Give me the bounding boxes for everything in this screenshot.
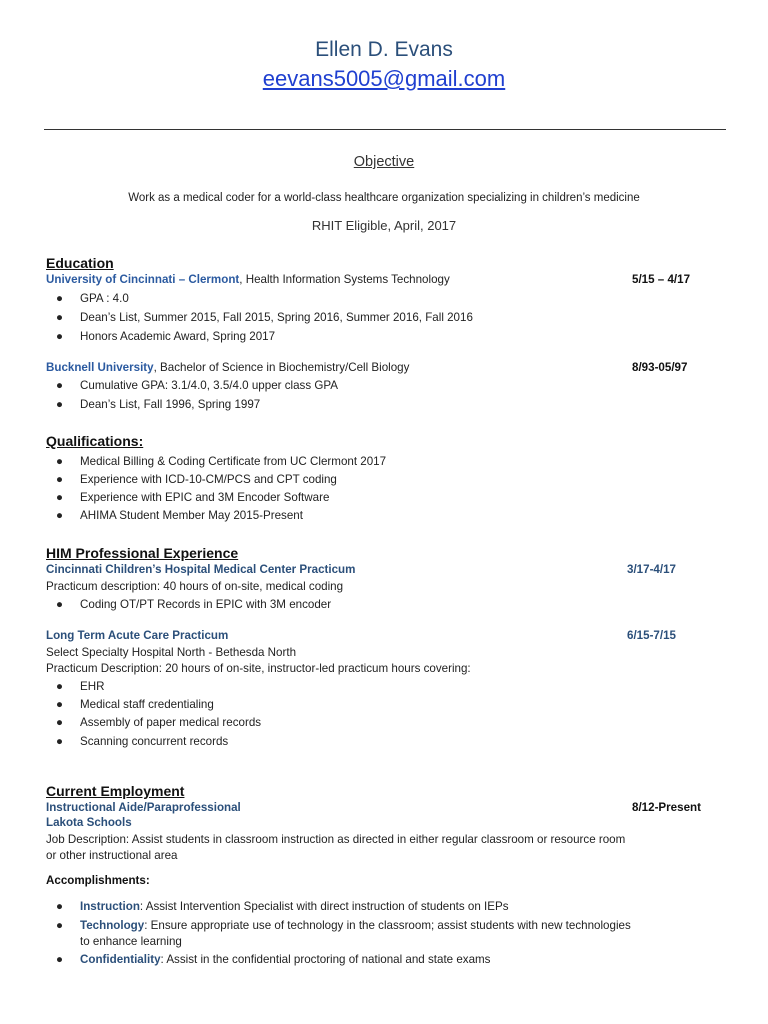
education-heading: Education	[46, 255, 114, 271]
bullet-icon: ●	[56, 455, 64, 468]
employer-name: Lakota Schools	[46, 816, 132, 829]
list-item: Scanning concurrent records	[80, 735, 229, 748]
list-item: Medical staff credentialing	[80, 698, 214, 711]
bullet-icon: ●	[56, 698, 64, 711]
list-item: Assembly of paper medical records	[80, 716, 262, 729]
list-item-continuation: to enhance learning	[80, 935, 182, 948]
employment-dates: 8/12-Present	[632, 801, 701, 814]
list-item: Technology: Ensure appropriate use of technology in the classroom; assist students with new technologies	[80, 919, 631, 932]
rhit-status: RHIT Eligible, April, 2017	[311, 218, 457, 233]
education-entry-2	[46, 361, 409, 374]
bullet-icon: ●	[56, 311, 64, 324]
employment-title: Instructional Aide/Paraprofessional	[46, 801, 241, 814]
bullet-icon: ●	[56, 292, 64, 305]
education-entry-1	[46, 273, 450, 286]
objective-title: Objective	[353, 154, 415, 170]
school-name: University of Cincinnati – Clermont	[46, 273, 240, 286]
bullet-icon: ●	[56, 379, 64, 392]
list-item: Instruction: Assist Intervention Specialist with direct instruction of students on IEPs	[80, 900, 509, 913]
degree-text: , Health Information Systems Technology	[239, 273, 450, 286]
list-item: Experience with ICD-10-CM/PCS and CPT coding	[80, 473, 337, 486]
bullet-icon: ●	[56, 598, 64, 611]
email-link[interactable]: eevans5005@gmail.com	[262, 66, 506, 91]
bullet-icon: ●	[56, 716, 64, 729]
list-item: Honors Academic Award, Spring 2017	[80, 330, 276, 343]
bullet-icon: ●	[56, 473, 64, 486]
education-dates: 5/15 – 4/17	[632, 273, 691, 286]
list-item: EHR	[80, 680, 105, 693]
bullet-icon: ●	[56, 919, 64, 932]
experience-description: Practicum description: 40 hours of on-site, medical coding	[46, 580, 344, 593]
job-description: or other instructional area	[46, 849, 178, 862]
bullet-icon: ●	[56, 953, 64, 966]
bullet-icon: ●	[56, 491, 64, 504]
objective-text: Work as a medical coder for a world-class healthcare organization specializing in children’s medicine	[128, 192, 640, 204]
employment-heading: Current Employment	[46, 783, 185, 799]
bullet-icon: ●	[56, 680, 64, 693]
bullet-icon: ●	[56, 735, 64, 748]
bullet-icon: ●	[56, 398, 64, 411]
job-description: Job Description: Assist students in classroom instruction as directed in either regular classroom or resource room	[46, 833, 626, 846]
school-name: Bucknell University	[46, 361, 154, 374]
list-item: AHIMA Student Member May 2015-Present	[80, 509, 303, 522]
list-item: Dean’s List, Fall 1996, Spring 1997	[80, 398, 261, 411]
bullet-icon: ●	[56, 900, 64, 913]
experience-heading: HIM Professional Experience	[46, 545, 239, 561]
experience-location: Select Specialty Hospital North - Bethesda North	[46, 646, 297, 659]
experience-title: Cincinnati Children’s Hospital Medical Center Practicum	[46, 563, 356, 576]
list-item: Medical Billing & Coding Certificate from UC Clermont 2017	[80, 455, 387, 468]
bullet-icon: ●	[56, 330, 64, 343]
experience-description: Practicum Description: 20 hours of on-site, instructor-led practicum hours covering:	[46, 662, 471, 675]
accomplishments-heading: Accomplishments:	[46, 874, 150, 887]
list-item: Coding OT/PT Records in EPIC with 3M encoder	[80, 598, 332, 611]
header-divider	[44, 129, 726, 130]
degree-text: , Bachelor of Science in Biochemistry/Cell Biology	[153, 361, 410, 374]
list-item: Dean’s List, Summer 2015, Fall 2015, Spring 2016, Summer 2016, Fall 2016	[80, 311, 473, 324]
experience-dates: 6/15-7/15	[627, 629, 676, 642]
list-item: GPA : 4.0	[80, 292, 129, 305]
list-item: Cumulative GPA: 3.1/4.0, 3.5/4.0 upper class GPA	[80, 379, 338, 392]
education-dates: 8/93-05/97	[632, 361, 688, 374]
list-item: Experience with EPIC and 3M Encoder Software	[80, 491, 330, 504]
experience-dates: 3/17-4/17	[627, 563, 676, 576]
resume-name: Ellen D. Evans	[315, 38, 453, 61]
bullet-icon: ●	[56, 509, 64, 522]
list-item: Confidentiality: Assist in the confidential proctoring of national and state exams	[80, 953, 491, 966]
experience-title: Long Term Acute Care Practicum	[46, 629, 229, 642]
qualifications-heading: Qualifications:	[46, 433, 144, 449]
